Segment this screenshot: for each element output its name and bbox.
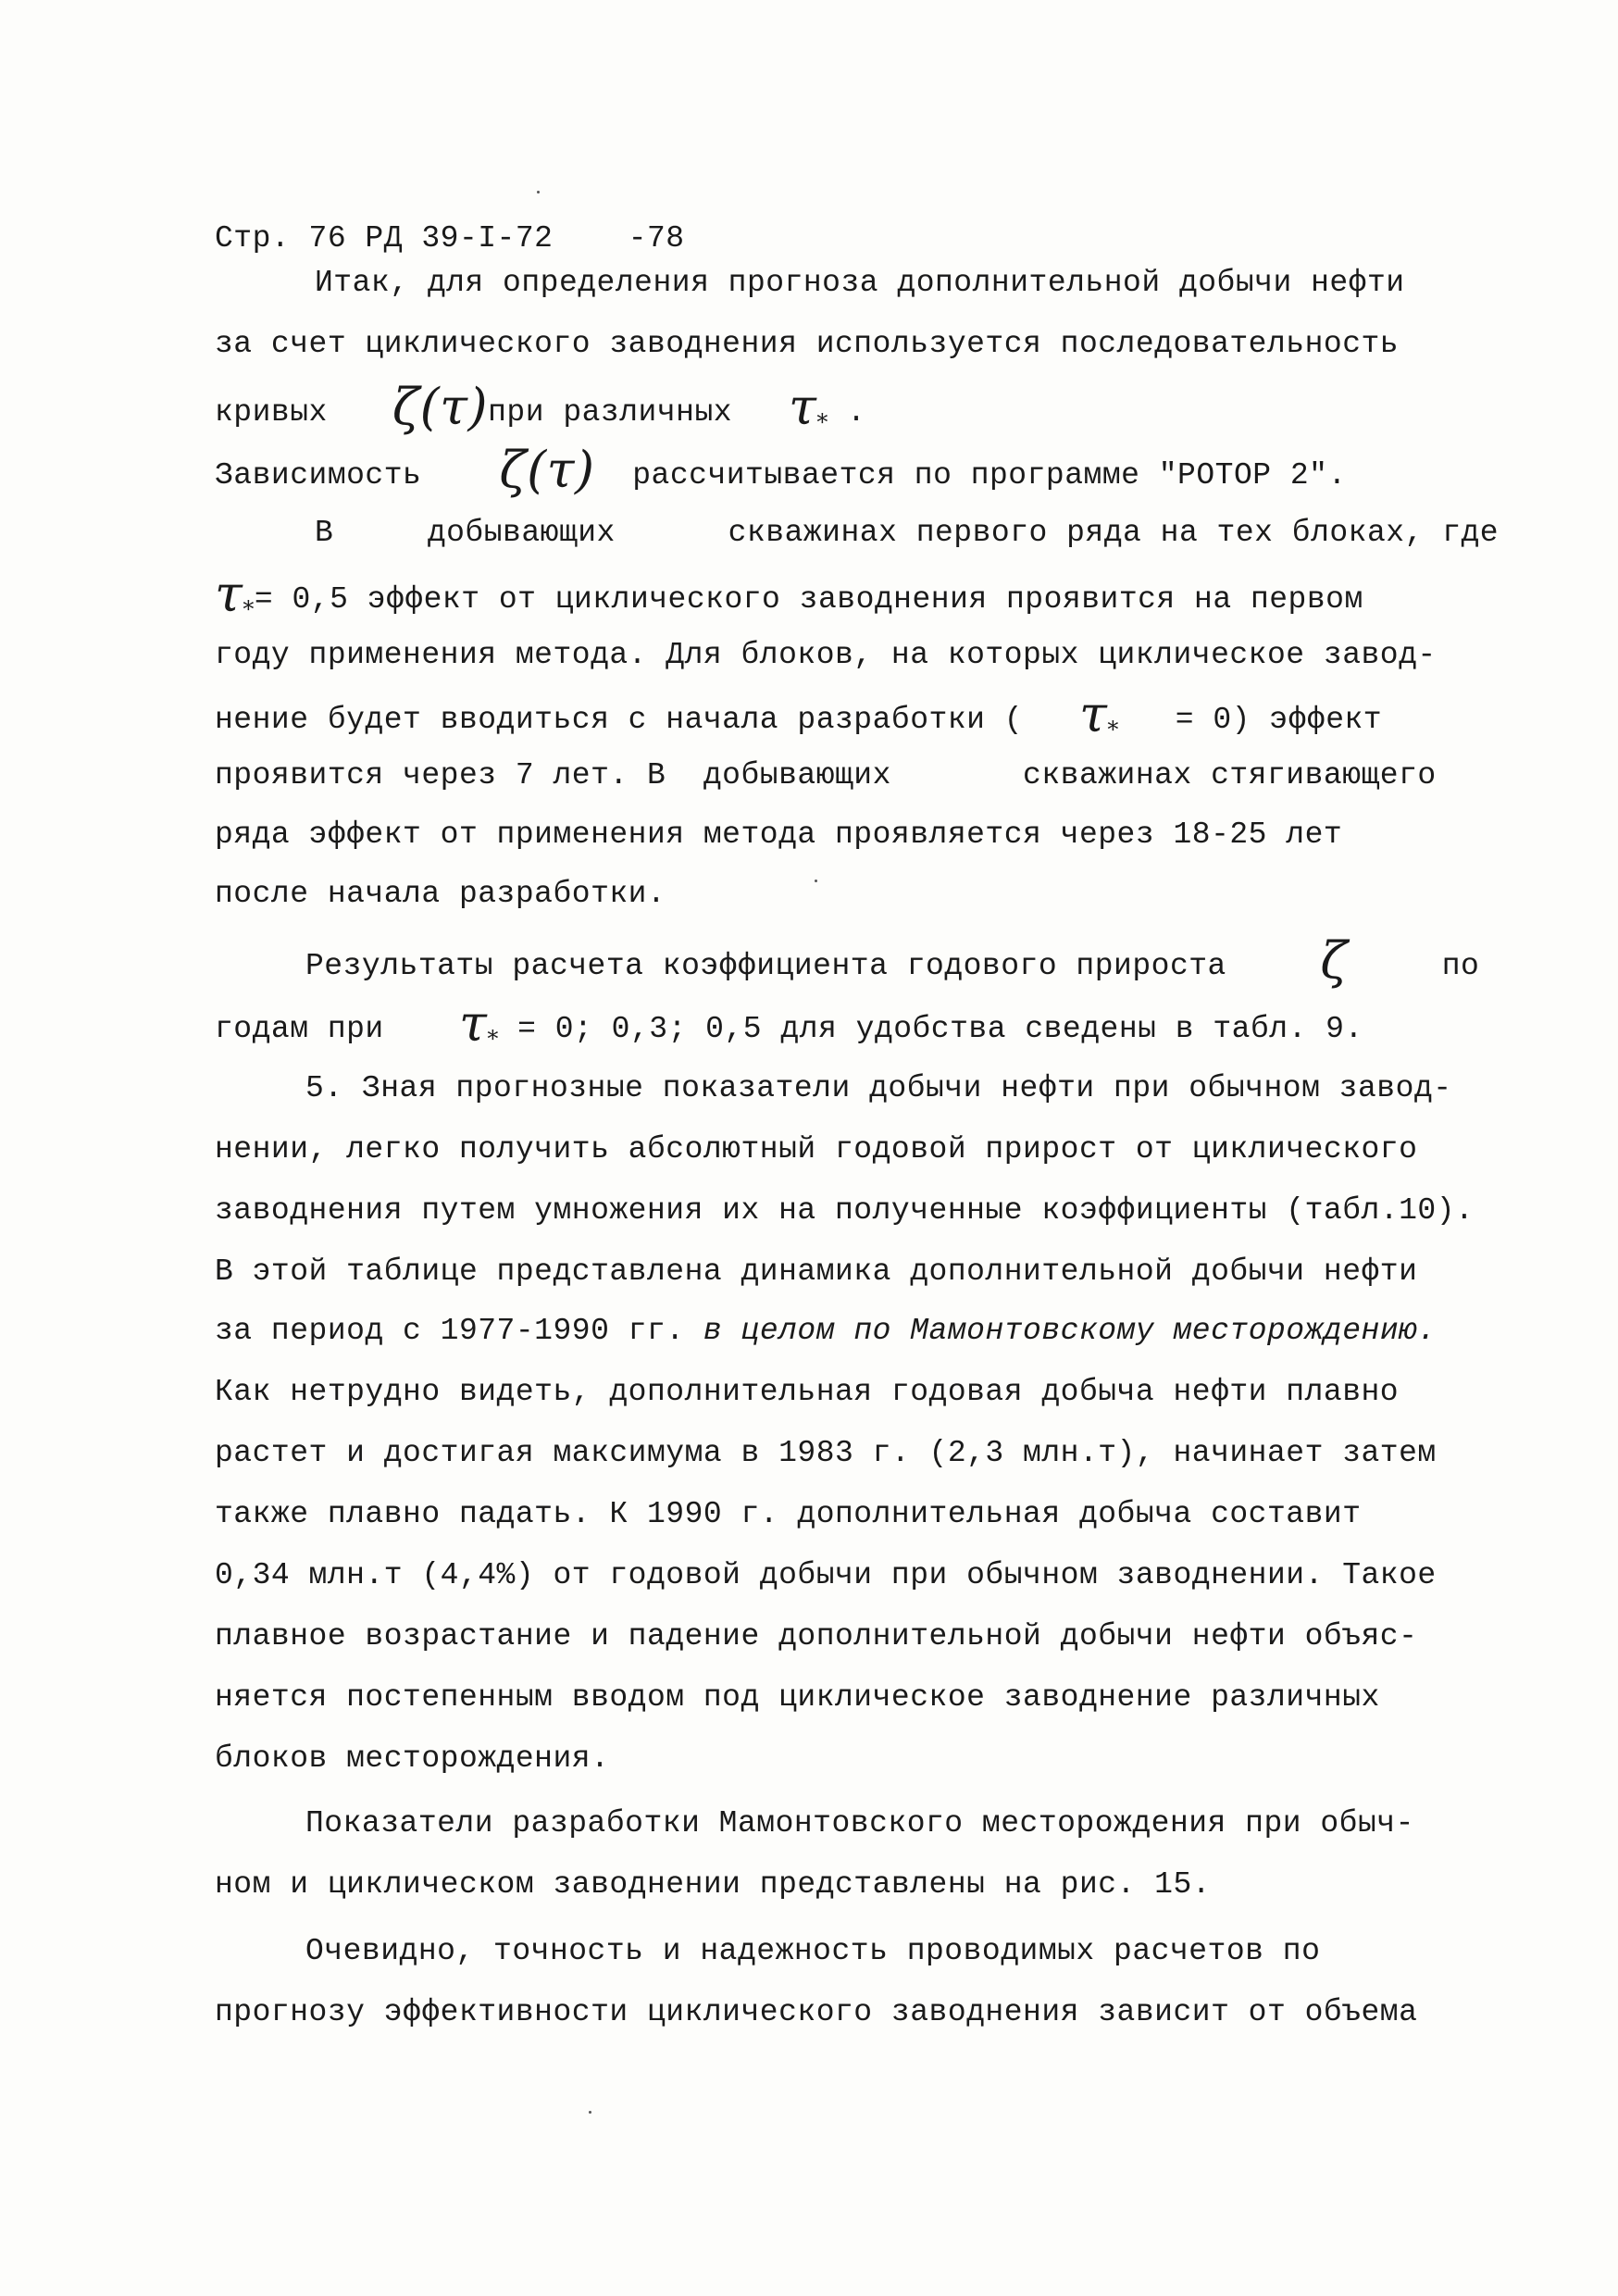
text-line: плавное возрастание и падение дополнительной добычи нефти объяс- — [215, 1619, 1418, 1653]
text-line: Результаты расчета коэффициента годового прироста ζ по — [305, 931, 1480, 990]
handwritten-formula: τ — [215, 565, 243, 623]
page-reference: Стр. 76 РД 39-I-72 — [215, 221, 554, 256]
text-line: годам при $\tau_* = 0$; 0,3; 0,5 для удобства сведены в табл. 9. — [215, 994, 1363, 1053]
page-number: -78 — [628, 221, 685, 256]
text-line: 0,34 млн.т (4,4%) от годовой добычи при обычном заводнении. Такое — [215, 1558, 1437, 1592]
scan-speck — [537, 191, 540, 193]
text-line: растет и достигая максимума в 1983 г. (2,3 млн.т), начинает затем — [215, 1436, 1437, 1470]
text-line: 5. Зная прогнозные показатели добычи нефти при обычном завод- — [305, 1071, 1452, 1105]
text-line: году применения метода. Для блоков, на которых циклическое завод- — [215, 638, 1437, 672]
text-line: нении, легко получить абсолютный годовой прирост от циклического — [215, 1132, 1418, 1167]
handwritten-formula: ζ — [1320, 931, 1349, 990]
handwritten-formula: τ — [788, 378, 817, 436]
text-line: также плавно падать. К 1990 г. дополнительная добыча составит — [215, 1497, 1362, 1531]
handwritten-formula: ζ(τ) — [499, 441, 595, 499]
handwritten-formula: τ — [458, 994, 488, 1053]
scan-speck — [815, 880, 817, 882]
text-line: няется постепенным вводом под циклическое заводнение различных — [215, 1680, 1380, 1715]
text-line: за период с 1977-1990 гг. в целом по Мамонтовскому месторождению. — [215, 1314, 1437, 1348]
page-header — [215, 220, 685, 257]
text-line: заводнения путем умножения их на полученные коэффициенты (табл.10). — [215, 1193, 1475, 1228]
text-line: Очевидно, точность и надежность проводимых расчетов по — [305, 1934, 1321, 1968]
handwritten-formula: τ — [1078, 685, 1108, 743]
text-line: блоков месторождения. — [215, 1741, 610, 1776]
text-line: после начала разработки. — [215, 877, 666, 911]
text-line: Как нетрудно видеть, дополнительная годовая добыча нефти плавно — [215, 1375, 1400, 1409]
text-line: $\tau_*= 0,5$ эффект от циклического заводнения проявится на первом — [215, 565, 1363, 623]
text-line: Зависимость ζ(τ) рассчитывается по программе "РОТОР 2". — [215, 441, 1347, 499]
text-line: кривых ζ(τ)при различных $\tau_*$ . — [215, 378, 866, 436]
text-line: за счет циклического заводнения используется последовательность — [215, 327, 1400, 361]
text-line: нение будет вводиться с начала разработки ( $\tau_*$ = 0) эффект — [215, 685, 1383, 743]
text-line: прогнозу эффективности циклического заводнения зависит от объема — [215, 1995, 1418, 2029]
text-line: Итак, для определения прогноза дополнительной добычи нефти — [315, 266, 1405, 300]
text-line: Показатели разработки Мамонтовского месторождения при обыч- — [305, 1806, 1414, 1841]
scan-speck — [589, 2111, 591, 2114]
text-line: проявится через 7 лет. В добывающих скважинах стягивающего — [215, 758, 1437, 792]
text-line: В добывающих скважинах первого ряда на тех блоках, где — [315, 516, 1500, 550]
text-line: ном и циклическом заводнении представлены на рис. 15. — [215, 1867, 1212, 1902]
text-line: В этой таблице представлена динамика дополнительной добычи нефти — [215, 1254, 1418, 1289]
handwritten-formula: ζ(τ) — [392, 378, 489, 436]
text-line: ряда эффект от применения метода проявляется через 18-25 лет — [215, 817, 1343, 852]
